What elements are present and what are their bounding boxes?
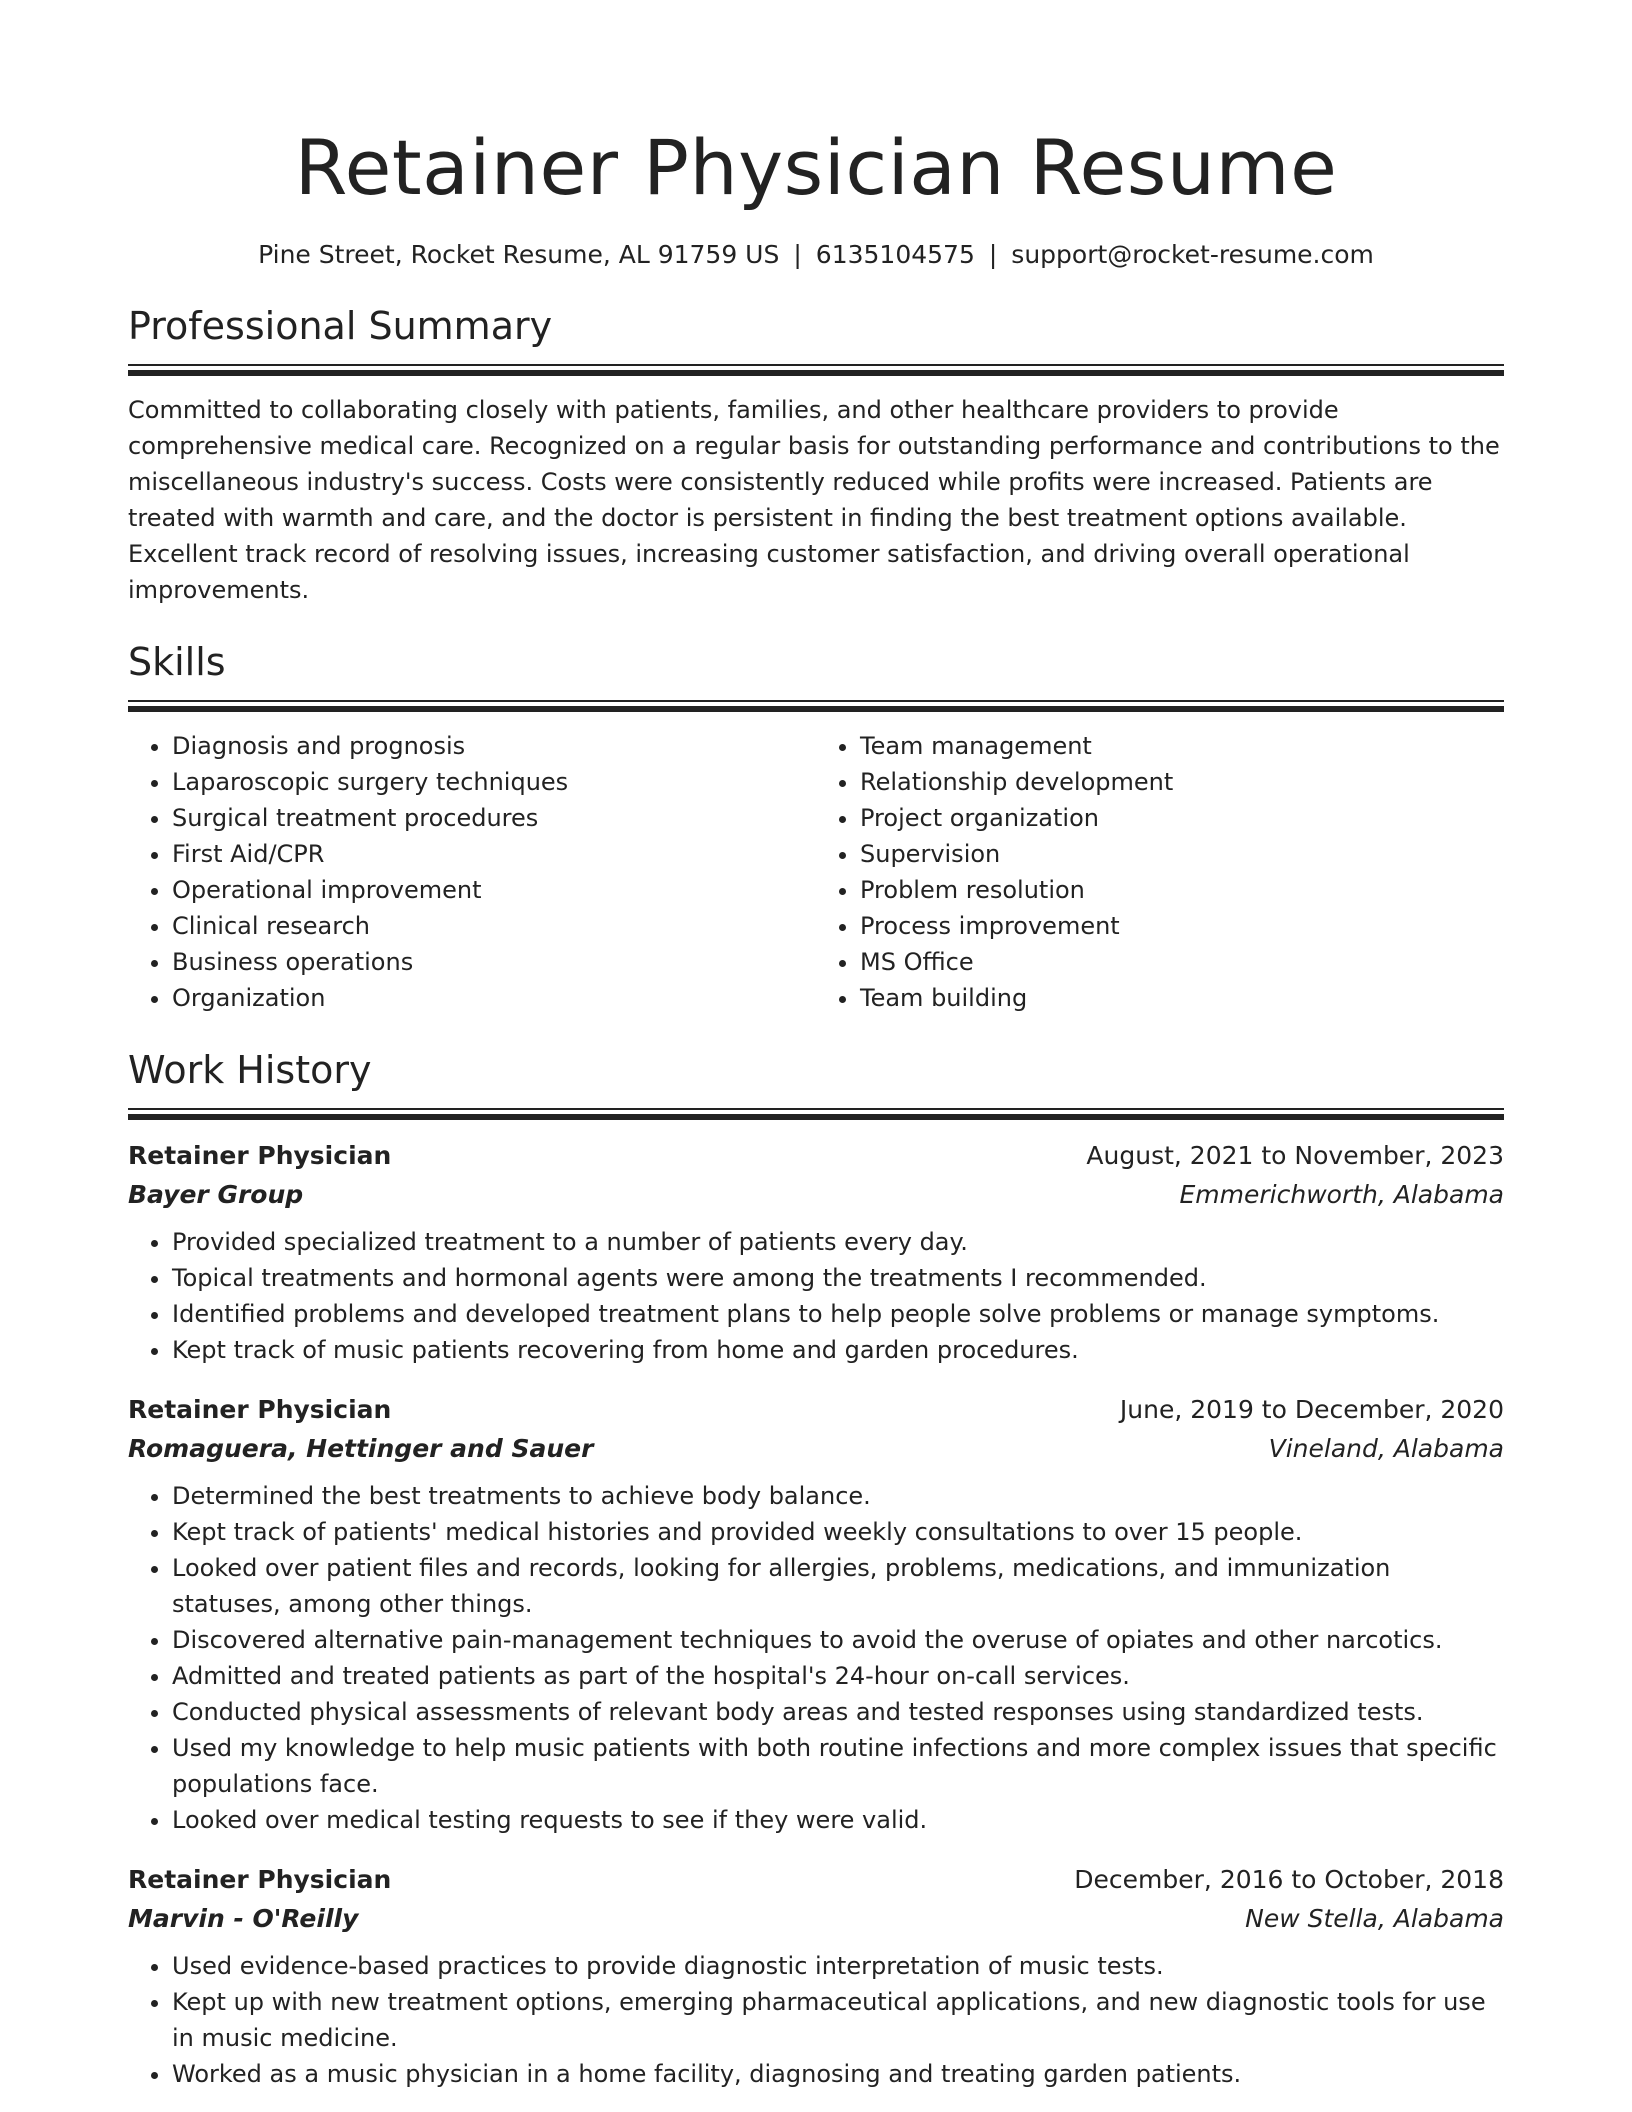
job-bullet: • Kept track of patients' medical histories and provided weekly consultations to over 15 people.	[172, 1514, 1504, 1550]
skills-section	[128, 638, 1504, 1016]
job-location: Vineland, Alabama	[1268, 1434, 1504, 1463]
skill-item: • First Aid/CPR	[172, 836, 816, 872]
job-bullet: • Topical treatments and hormonal agents were among the treatments I recommended.	[172, 1260, 1504, 1296]
job-company-row	[128, 1900, 1504, 1938]
job-location: New Stella, Alabama	[1245, 1904, 1504, 1933]
job-bullet: • Looked over medical testing requests to see if they were valid.	[172, 1802, 1504, 1838]
skill-item: • Laparoscopic surgery techniques	[172, 764, 816, 800]
job-bullet: • Kept up with new treatment options, emerging pharmaceutical applications, and new diagnostic tools for use in music medicine.	[172, 1984, 1504, 2056]
contact-separator: |	[793, 240, 802, 269]
skill-item: • Process improvement	[860, 908, 1504, 944]
job-bullet: • Provided specialized treatment to a number of patients every day.	[172, 1224, 1504, 1260]
job-bullet: • Determined the best treatments to achieve body balance.	[172, 1478, 1504, 1514]
section-divider	[128, 1108, 1504, 1120]
job-company-row	[128, 1176, 1504, 1214]
job-bullet: • Conducted physical assessments of relevant body areas and tested responses using standardized tests.	[172, 1694, 1504, 1730]
job-dates: August, 2021 to November, 2023	[1086, 1141, 1504, 1170]
job-dates: December, 2016 to October, 2018	[1074, 1865, 1504, 1894]
job-bullet: • Admitted and treated patients as part of the hospital's 24-hour on-call services.	[172, 1658, 1504, 1694]
section-divider	[128, 700, 1504, 712]
job-bullet: • Identified problems and developed treatment plans to help people solve problems or manage symptoms.	[172, 1296, 1504, 1332]
skill-item: • Problem resolution	[860, 872, 1504, 908]
section-divider	[128, 364, 1504, 376]
job-company: Bayer Group	[128, 1180, 304, 1209]
job-entry	[128, 1860, 1504, 2092]
skills-heading: Skills	[128, 640, 226, 684]
job-bullet: • Worked as a music physician in a home facility, diagnosing and treating garden patients.	[172, 2056, 1504, 2092]
job-entry	[128, 1390, 1504, 1838]
job-bullets	[128, 1948, 1504, 2092]
job-title: Retainer Physician	[128, 1395, 392, 1424]
skills-right-column	[816, 728, 1504, 1016]
job-dates: June, 2019 to December, 2020	[1119, 1395, 1504, 1424]
work-history-heading: Work History	[128, 1048, 372, 1092]
skills-columns	[128, 728, 1504, 1016]
skill-item: • Surgical treatment procedures	[172, 800, 816, 836]
contact-email: support@rocket-resume.com	[1011, 240, 1374, 269]
skill-item: • Operational improvement	[172, 872, 816, 908]
summary-section	[128, 302, 1504, 608]
resume-title: Retainer Physician Resume	[294, 123, 1338, 212]
skills-left-column	[128, 728, 816, 1016]
job-location: Emmerichworth, Alabama	[1179, 1180, 1504, 1209]
job-bullet: • Kept track of music patients recovering from home and garden procedures.	[172, 1332, 1504, 1368]
skill-item: • Relationship development	[860, 764, 1504, 800]
contact-line	[128, 238, 1504, 272]
job-bullet: • Used my knowledge to help music patients with both routine infections and more complex issues that specific populations face.	[172, 1730, 1504, 1802]
skill-item: • Business operations	[172, 944, 816, 980]
job-entry	[128, 1136, 1504, 1368]
skill-item: • MS Office	[860, 944, 1504, 980]
job-title: Retainer Physician	[128, 1141, 392, 1170]
contact-phone: 6135104575	[815, 240, 975, 269]
contact-address: Pine Street, Rocket Resume, AL 91759 US	[258, 240, 780, 269]
work-history-section	[128, 1046, 1504, 2092]
summary-heading: Professional Summary	[128, 304, 553, 348]
job-bullet: • Discovered alternative pain-management techniques to avoid the overuse of opiates and other narcotics.	[172, 1622, 1504, 1658]
job-header-row	[128, 1860, 1504, 1900]
summary-text: Committed to collaborating closely with patients, families, and other healthcare providers to provide comprehensive medical care. Recognized on a regular basis for outstanding performance and contributions to the miscellaneous industry's success. Costs were consistently reduced while profits were increased. Patients are treated with warmth and care, and the doctor is persistent in finding the best treatment options available. Excellent track record of resolving issues, increasing customer satisfaction, and driving overall operational improvements.	[128, 396, 1500, 604]
job-header-row	[128, 1390, 1504, 1430]
contact-separator: |	[988, 240, 998, 269]
job-title: Retainer Physician	[128, 1865, 392, 1894]
skill-item: • Diagnosis and prognosis	[172, 728, 816, 764]
job-bullet: • Used evidence-based practices to provide diagnostic interpretation of music tests.	[172, 1948, 1504, 1984]
job-company: Marvin - O'Reilly	[128, 1904, 359, 1933]
skill-item: • Team building	[860, 980, 1504, 1016]
skill-item: • Organization	[172, 980, 816, 1016]
skill-item: • Team management	[860, 728, 1504, 764]
job-bullet: • Looked over patient files and records, looking for allergies, problems, medications, and immunization statuses, among other things.	[172, 1550, 1504, 1622]
job-bullets	[128, 1224, 1504, 1368]
job-company: Romaguera, Hettinger and Sauer	[128, 1434, 594, 1463]
job-bullets	[128, 1478, 1504, 1838]
job-company-row	[128, 1430, 1504, 1468]
skill-item: • Project organization	[860, 800, 1504, 836]
job-header-row	[128, 1136, 1504, 1176]
skill-item: • Clinical research	[172, 908, 816, 944]
skill-item: • Supervision	[860, 836, 1504, 872]
